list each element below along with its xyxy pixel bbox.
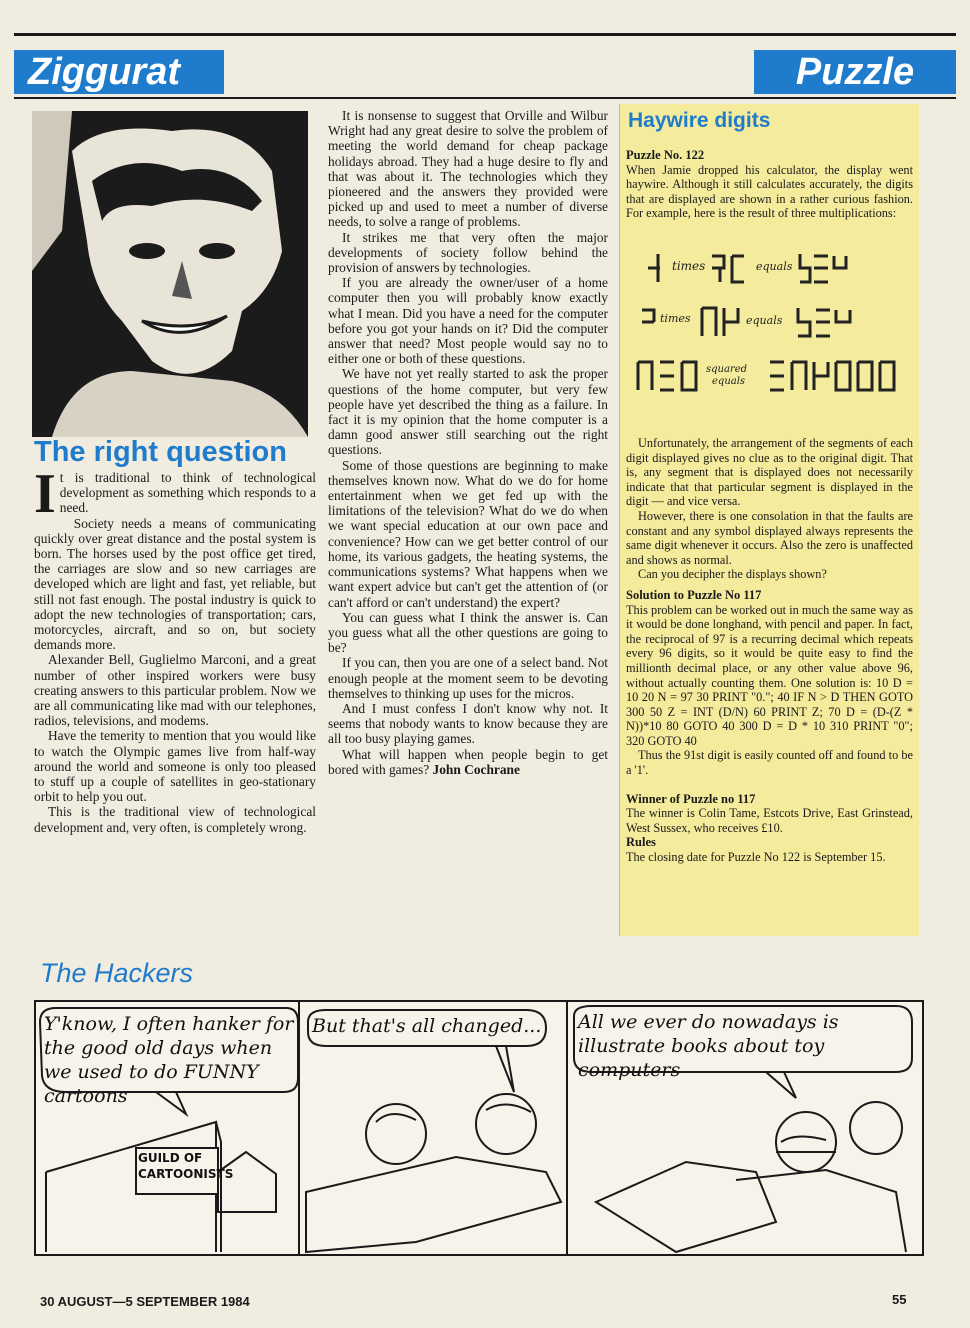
comic-strip: [34, 1000, 924, 1256]
drop-cap: I: [34, 463, 56, 525]
speech-bubble-panel-3: All we ever do nowadays is illustrate books about toy computers: [578, 1011, 839, 1081]
article-paragraph: We have not yet really started to ask the proper questions of the home computer, but very few people have yet described the thing as a failure. In fact it is my opinion that the home computer is a damn good answer still searching out the right questions.: [328, 366, 608, 458]
article-paragraph: If you can, then you are one of a select band. Not enough people at the moment seem to be devoting themselves to thinking up uses for the micros.: [328, 655, 608, 701]
article-paragraph: It is nonsense to suggest that Orville and Wilbur Wright had any great desire to solve the problem of meeting the world demand for cheap package holidays abroad. They had a huge desire to fly and that was about it. The technologies which they pioneered and the answers they provided were picked up and used to meet a number of diverse needs, to solve a range of problems.: [328, 108, 608, 230]
puzzle-paragraph: Unfortunately, the arrangement of the segments of each digit displayed gives no clue as to the original digit. That is, any segment that is displayed does not necessarily indicate that that particular segment is displayed in the digit — and vice versa.: [626, 436, 913, 509]
winner-heading: Winner of Puzzle no 117: [626, 791, 756, 806]
puzzle-intro: [626, 148, 913, 221]
svg-text:times: times: [660, 312, 691, 325]
puzzle-intro-text: When Jamie dropped his calculator, the display went haywire. Although it still calculates accurately, the digits that are displayed are shown in a rather curious fashion. For example, here is the result of three multiplications:: [626, 162, 913, 221]
solution-conclusion: Thus the 91st digit is easily counted off and found to be a '1'.: [626, 748, 913, 778]
page-number: 55: [892, 1292, 907, 1307]
article-paragraph: And I must confess I don't know why not. It seems that nobody wants to know because they are all too busy playing games.: [328, 700, 608, 747]
author-photo: [32, 111, 308, 437]
solution-heading: Solution to Puzzle No 117: [626, 587, 762, 602]
article-column-2: [328, 108, 608, 777]
section-tab-puzzle: Puzzle: [754, 50, 956, 94]
svg-text:squared: squared: [706, 364, 748, 375]
display-row-3: [638, 362, 894, 390]
puzzle-box: [619, 104, 919, 936]
puzzle-paragraph: However, there is one consolation in that the faults are constant and any symbol displayed always represents the same digit whenever it occurs. Also the zero is unaffected and shows as normal.: [626, 508, 913, 567]
rules-text: The closing date for Puzzle No 122 is September 15.: [626, 850, 886, 865]
article-paragraph: Alexander Bell, Guglielmo Marconi, and a great number of other inspired workers were busy creating answers to this particular problem. Now we are all communicating like mad with our telephones, radios, televisions, and modems.: [34, 652, 316, 729]
svg-text:equals: equals: [712, 376, 746, 387]
section-tab-ziggurat: Ziggurat: [14, 50, 224, 94]
article-column-1: [34, 463, 316, 835]
article-heading: The right question: [34, 436, 287, 468]
article-paragraph: This is the traditional view of technological development and, very often, is completely wrong.: [34, 804, 316, 835]
display-row-1: [648, 254, 846, 282]
puzzle-paragraph: Can you decipher the displays shown?: [638, 567, 827, 582]
article-paragraph: It is traditional to think of technological development as something which responds to a need.: [34, 463, 316, 525]
article-paragraph: It strikes me that very often the major developments of society follow behind the provision of answers by technologies.: [328, 229, 608, 276]
svg-text:equals: equals: [756, 260, 793, 273]
svg-text:times: times: [672, 259, 706, 273]
speech-bubble-panel-2: But that's all changed...: [312, 1015, 542, 1037]
article-paragraph: What will happen when people begin to get bored with games? John Cochrane: [328, 746, 608, 777]
top-rule: [14, 33, 956, 36]
speech-bubble-panel-1: Y'know, I often hanker for the good old days when we used to do FUNNY cartoons: [44, 1013, 294, 1107]
guild-sign: GUILD OF CARTOONISTS: [138, 1151, 234, 1181]
puzzle-body: [626, 436, 913, 865]
article-paragraph: If you are already the owner/user of a home computer then you will probably know exactly what I mean. Did you have a need for the computer before you got your hands on it? Did the computer answer that need? Most people would say no to either one or both of these questions.: [328, 275, 608, 367]
solution-text: This problem can be worked out in much the same way as it would be done longhand, with pencil and paper. In fact, the reciprocal of 97 is a recurring decimal which repeats every 96 digits, so it would be quite easy to find the millionth decimal place, or any other value above 96, without actually counting them. One solution is: 10 D = 10 20 N = 97 30 PRINT "0."; 40 IF N > D THEN GOTO 300 50 Z = INT (D/N) 60 PRINT Z; 70 D = (D-(Z * N))*10 80 GOTO 40 300 D = D * 10 310 PRINT "0"; 320 GOTO 40: [626, 602, 913, 748]
article-paragraph: Have the temerity to mention that you would like to watch the Olympic games live from half-way around the world and someone is only too pleased to stuff up a couple of satellites in geo-stationary orbit to help you out.: [34, 728, 316, 805]
display-row-2: [642, 308, 850, 336]
rules-heading: Rules: [626, 835, 656, 850]
article-paragraph: Some of those questions are beginning to make themselves known now. What do we do for home entertainment when we get fed up with the limitations of the television? What do we do when we want special education at our own pace and convenience? How can we get better control of our home, its various gadgets, the heating systems, the communications systems? What happens when we want expert advice but can't get the attention of (or can't afford or can't understand) the expert?: [328, 457, 608, 610]
author-name: John Cochrane: [432, 761, 520, 777]
article-paragraph: Society needs a means of communicating quickly over great distance and the postal system is born. The horses used by the post office get tired, the carriages are slow and so new carriages are developed which are light and fast, yet reliable, but still not fast enough. The postal industry is quick to adopt the new technologies of transportation; cars, motorcycles, aircraft, and so on, but society demands more.: [34, 515, 316, 653]
winner-text: The winner is Colin Tame, Estcots Drive, East Grinstead, West Sussex, who receives £10.: [626, 806, 913, 835]
puzzle-title: Haywire digits: [628, 109, 771, 132]
header-rule: [14, 97, 956, 99]
article-paragraph: You can guess what I think the answer is. Can you guess what all the other questions are going to be?: [328, 609, 608, 656]
footer-date: 30 AUGUST—5 SEPTEMBER 1984: [40, 1294, 250, 1309]
svg-text:equals: equals: [746, 314, 783, 327]
comic-title: The Hackers: [40, 958, 194, 988]
puzzle-number: Puzzle No. 122: [626, 148, 705, 162]
segment-display-examples: [620, 238, 919, 408]
